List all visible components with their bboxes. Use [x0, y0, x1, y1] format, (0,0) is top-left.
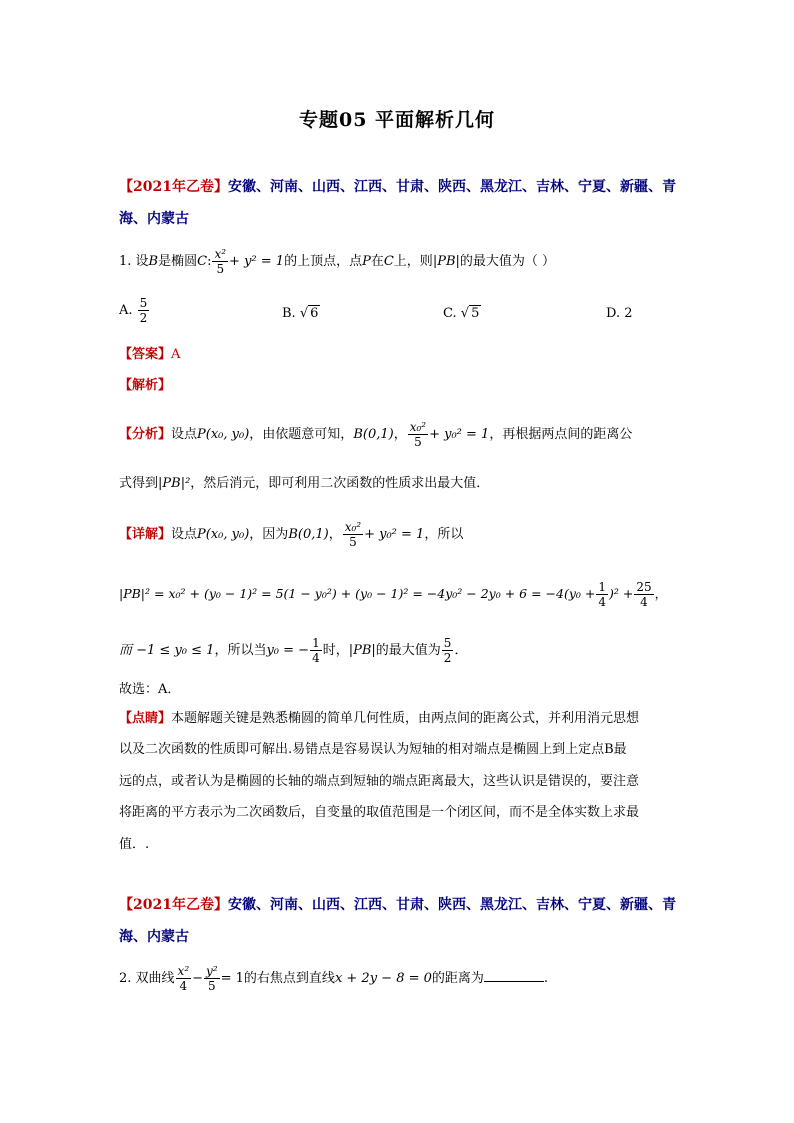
q2-frac1-num: x²	[177, 964, 190, 978]
q1-stem-c: C	[197, 254, 208, 269]
calc-fraction-25-4	[634, 580, 653, 609]
calc-frac2-num: 25	[636, 580, 652, 594]
analysis-tag: 【解析】	[119, 378, 172, 393]
calc-frac-num: 1	[598, 580, 607, 594]
xj-fraction	[343, 520, 363, 549]
calc-frac-den: 4	[598, 595, 607, 609]
fenxi-tag: 【分析】	[119, 427, 172, 442]
q1-stem-prefix: 1. 设	[119, 254, 149, 269]
fenxi-line2	[119, 472, 489, 491]
xj-eq: + y₀² = 1	[364, 527, 425, 542]
option-b-sqrt: √ 6	[299, 306, 319, 321]
q1-source-tag: 【2021年乙卷】	[119, 179, 228, 195]
q2-stem	[119, 964, 548, 993]
calc-expression: |PB|² = x₀² + (y₀ − 1)² = 5(1 − y₀²) + (y₀ − 1)² = −4y₀² − 2y₀ + 6 = −4	[119, 586, 564, 601]
range-text-a: 而 −1 ≤ y₀ ≤ 1	[119, 643, 215, 658]
calc-line	[119, 580, 667, 609]
q2-mid: 的右焦点到直线	[243, 971, 335, 986]
option-b-radicand: 6	[310, 306, 319, 321]
q2-eq: = 1	[220, 971, 244, 986]
range-line	[119, 636, 467, 665]
fenxi-frac-num: x₀²	[409, 420, 427, 434]
fenxi-text-c: ，再根据两点间的距离公	[489, 427, 633, 442]
q1-option-d	[606, 306, 633, 321]
fenxi-frac-den: 5	[414, 435, 422, 449]
q1-stem-frac-num: x²	[214, 247, 227, 261]
range-pb: |PB|	[348, 643, 376, 658]
dianjing-line1	[119, 707, 639, 726]
range-fraction-max	[442, 636, 454, 665]
fenxi-line1: 【分析】设点P(x₀, y₀)，由依题意可知，B(0,1)， $\frac{\text{x₀²}}{5}$ + y₀² = 1，再根据两点间的距离公	[119, 420, 633, 449]
q1-source-regions: 安徽、河南、山西、江西、甘肃、陕西、黑龙江、吉林、宁夏、新疆、青	[227, 179, 676, 195]
option-d-value: 2	[624, 306, 633, 321]
dianjing-tag: 【点睛】	[119, 711, 172, 726]
q2-frac2-num: y²	[206, 964, 218, 978]
calc-frac2-den: 4	[640, 595, 648, 609]
q2-frac1-den: 4	[179, 979, 188, 993]
option-a-num: 5	[139, 296, 148, 310]
range-text-b: ，所以当	[214, 643, 267, 658]
xj-point-p: P(x₀, y₀)	[197, 527, 250, 542]
q2-fraction-2	[204, 964, 220, 993]
range-text-f: ．	[454, 643, 468, 658]
q2-minus: −	[192, 971, 204, 986]
q1-stem-mid: 是椭圆	[158, 254, 198, 269]
xj-frac-num: x₀²	[344, 520, 362, 534]
q1-stem-pb: |PB|	[432, 254, 460, 269]
q1-stem-fraction	[212, 247, 228, 276]
xiangjie-tag: 【详解】	[119, 527, 172, 542]
q1-stem-after: 的上顶点，点	[284, 254, 363, 269]
range-text-c: y₀ = −	[266, 643, 310, 658]
q2-fraction-1	[176, 964, 192, 993]
calc-paren-open: (y₀ +	[563, 586, 596, 601]
q2-source-line1	[119, 894, 676, 914]
fenxi-text-a: 设点	[171, 427, 198, 442]
q1-stem-in: 在	[370, 254, 384, 269]
fenxi-text-e: ，然后消元，即可利用二次函数的性质求出最大值．	[190, 476, 490, 491]
range-frac2-den: 2	[443, 651, 452, 665]
q2-source-line2: 海、内蒙古	[119, 929, 189, 945]
option-c-radicand: 5	[471, 306, 480, 321]
xj-text-c: ，所以	[424, 527, 464, 542]
fenxi-fraction	[408, 420, 428, 449]
q1-stem: 1. 设B是椭圆C: $\frac{\text{x²}}{5}$ + y² = 1的上顶点，点P在C上，则|PB|的最大值为（ ）	[119, 247, 556, 276]
choose-line: 故选：A．	[119, 682, 181, 697]
q1-stem-p: P	[362, 254, 371, 269]
calc-tail: ，	[654, 586, 668, 601]
q1-stem-tail: 的最大值为（ ）	[459, 254, 556, 269]
answer-blank[interactable]	[484, 969, 544, 982]
dianjing-line5: 值．.	[119, 837, 150, 852]
option-a-label: A.	[119, 303, 133, 318]
q1-source-line2: 海、内蒙古	[119, 211, 189, 227]
option-b-label: B.	[282, 306, 296, 321]
fenxi-point-b: B(0,1)	[353, 427, 394, 442]
xiangjie-line1: 【详解】设点P(x₀, y₀)，因为B(0,1)， $\frac{\text{x₀²}}{5}$ + y₀² = 1，所以	[119, 520, 464, 549]
dianjing-line2: 以及二次函数的性质即可解出.易错点是容易误认为短轴的相对端点是椭圆上到上定点B最	[119, 742, 627, 757]
q1-option-b	[282, 306, 320, 321]
q1-stem-b: B	[148, 254, 159, 269]
option-c-sqrt: √ 5	[460, 306, 480, 321]
fenxi-text-b: ，由依题意可知，	[249, 427, 354, 442]
q1-stem-c2: C	[383, 254, 394, 269]
q2-end: .	[543, 971, 549, 986]
range-frac2-num: 5	[443, 636, 452, 650]
q2-tail: 的距离为	[431, 971, 484, 986]
fenxi-text-d: 式得到	[119, 476, 159, 491]
dianjing-text-1: 本题解题关键是熟悉椭圆的简单几何性质，由两点间的距离公式，并利用消元思想	[171, 711, 640, 726]
q2-source-tag: 【2021年乙卷】	[119, 897, 228, 913]
range-text-e: 的最大值为	[375, 643, 441, 658]
answer-tag: 【答案】	[119, 347, 172, 362]
fenxi-pb-squared: |PB|²	[158, 476, 191, 491]
q2-stem-prefix: 2. 双曲线	[119, 971, 175, 986]
q1-stem-then: 上，则	[393, 254, 433, 269]
q1-source-line1	[119, 176, 676, 196]
q2-line-equation: x + 2y − 8 = 0	[334, 971, 432, 986]
q1-stem-frac-den: 5	[216, 262, 225, 276]
range-frac-den: 4	[312, 651, 320, 665]
option-a-den: 2	[139, 311, 148, 325]
option-c-label: C.	[443, 306, 457, 321]
xj-text-b: ，因为	[249, 527, 289, 542]
range-text-d: 时，	[322, 643, 349, 658]
xj-frac-den: 5	[349, 535, 357, 549]
calc-fraction-quarter	[596, 580, 608, 609]
fenxi-eq: + y₀² = 1	[429, 427, 490, 442]
range-fraction	[310, 636, 322, 665]
q2-frac2-den: 5	[208, 979, 216, 993]
xj-text-a: 设点	[171, 527, 198, 542]
page-title: 专题05 平面解析几何	[298, 109, 496, 131]
q2-source-regions: 安徽、河南、山西、江西、甘肃、陕西、黑龙江、吉林、宁夏、新疆、青	[227, 897, 676, 913]
answer-value: A	[171, 347, 181, 362]
option-d-label: D.	[606, 306, 621, 321]
answer-line	[119, 343, 180, 362]
q1-option-c	[443, 306, 481, 321]
q1-option-a	[119, 296, 150, 325]
q1-stem-eq: + y² = 1	[229, 254, 285, 269]
option-a-fraction	[138, 296, 150, 325]
calc-paren-close: )² +	[609, 586, 634, 601]
range-frac-num: 1	[312, 636, 320, 650]
xj-point-b: B(0,1)	[288, 527, 329, 542]
fenxi-point-p: P(x₀, y₀)	[197, 427, 250, 442]
dianjing-line3: 远的点，或者认为是椭圆的长轴的端点到短轴的端点距离最大，这些认识是错误的，要注意	[119, 774, 640, 789]
dianjing-line4: 将距离的平方表示为二次函数后，自变量的取值范围是一个闭区间，而不是全体实数上求最	[119, 805, 640, 820]
